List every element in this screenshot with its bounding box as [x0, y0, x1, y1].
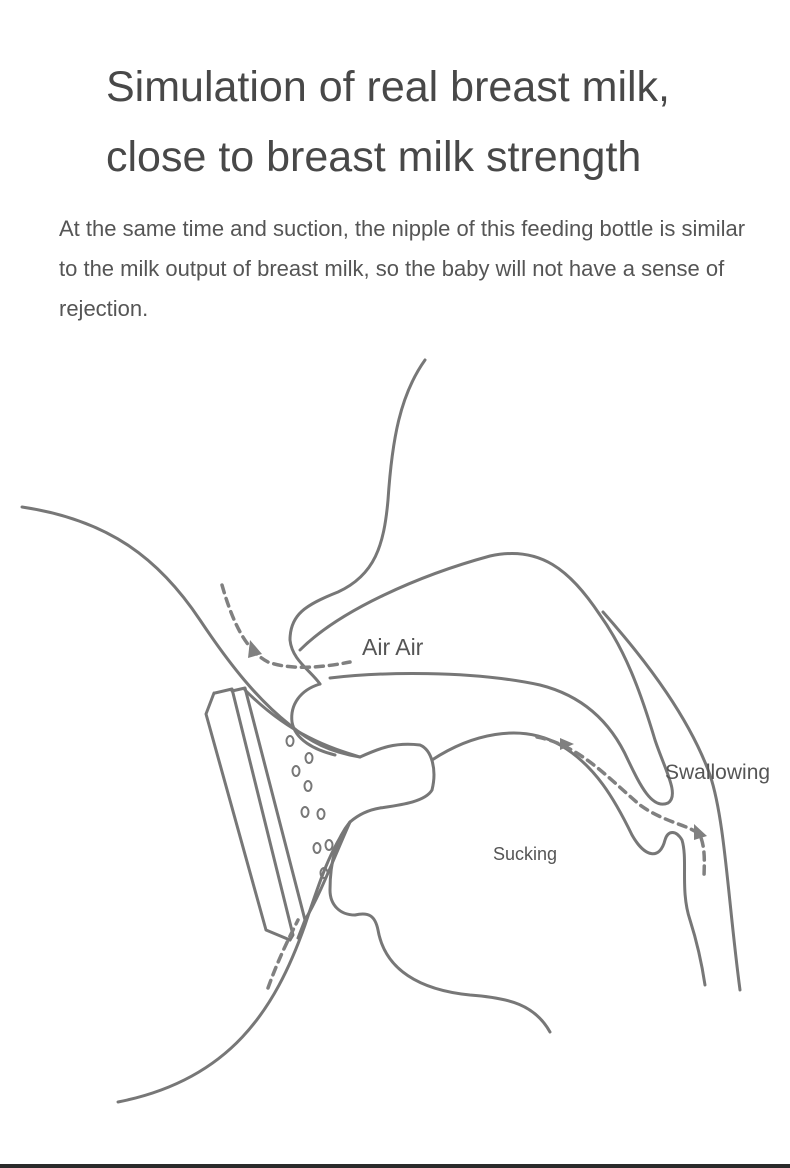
- headline: [106, 52, 766, 192]
- air-label: Air Air: [362, 634, 424, 660]
- swallow-arrow-head-2: [694, 824, 707, 840]
- headline-line-1: Simulation of real breast milk,: [106, 63, 670, 111]
- nipple-outline: [350, 744, 434, 822]
- nose-outline: [292, 684, 335, 755]
- palate-outline: [300, 553, 672, 804]
- milk-duct-dots: [287, 736, 333, 878]
- feeding-diagram: [0, 340, 790, 1140]
- description-text: At the same time and suction, the nipple of this feeding bottle is similar to the milk output of breast milk, so the baby will not have a sense of rejection.: [59, 216, 746, 321]
- breast-upper-outline: [22, 507, 360, 757]
- sucking-label: Sucking: [493, 844, 558, 864]
- breast-lower-outline: [118, 822, 350, 1102]
- air-arrow-head: [248, 640, 262, 658]
- bottom-divider: [0, 1164, 790, 1168]
- swallowing-label: Swallowing: [665, 761, 771, 784]
- headline-line-2: close to breast milk strength: [106, 133, 642, 181]
- swallow-flow-arrow: [537, 737, 704, 880]
